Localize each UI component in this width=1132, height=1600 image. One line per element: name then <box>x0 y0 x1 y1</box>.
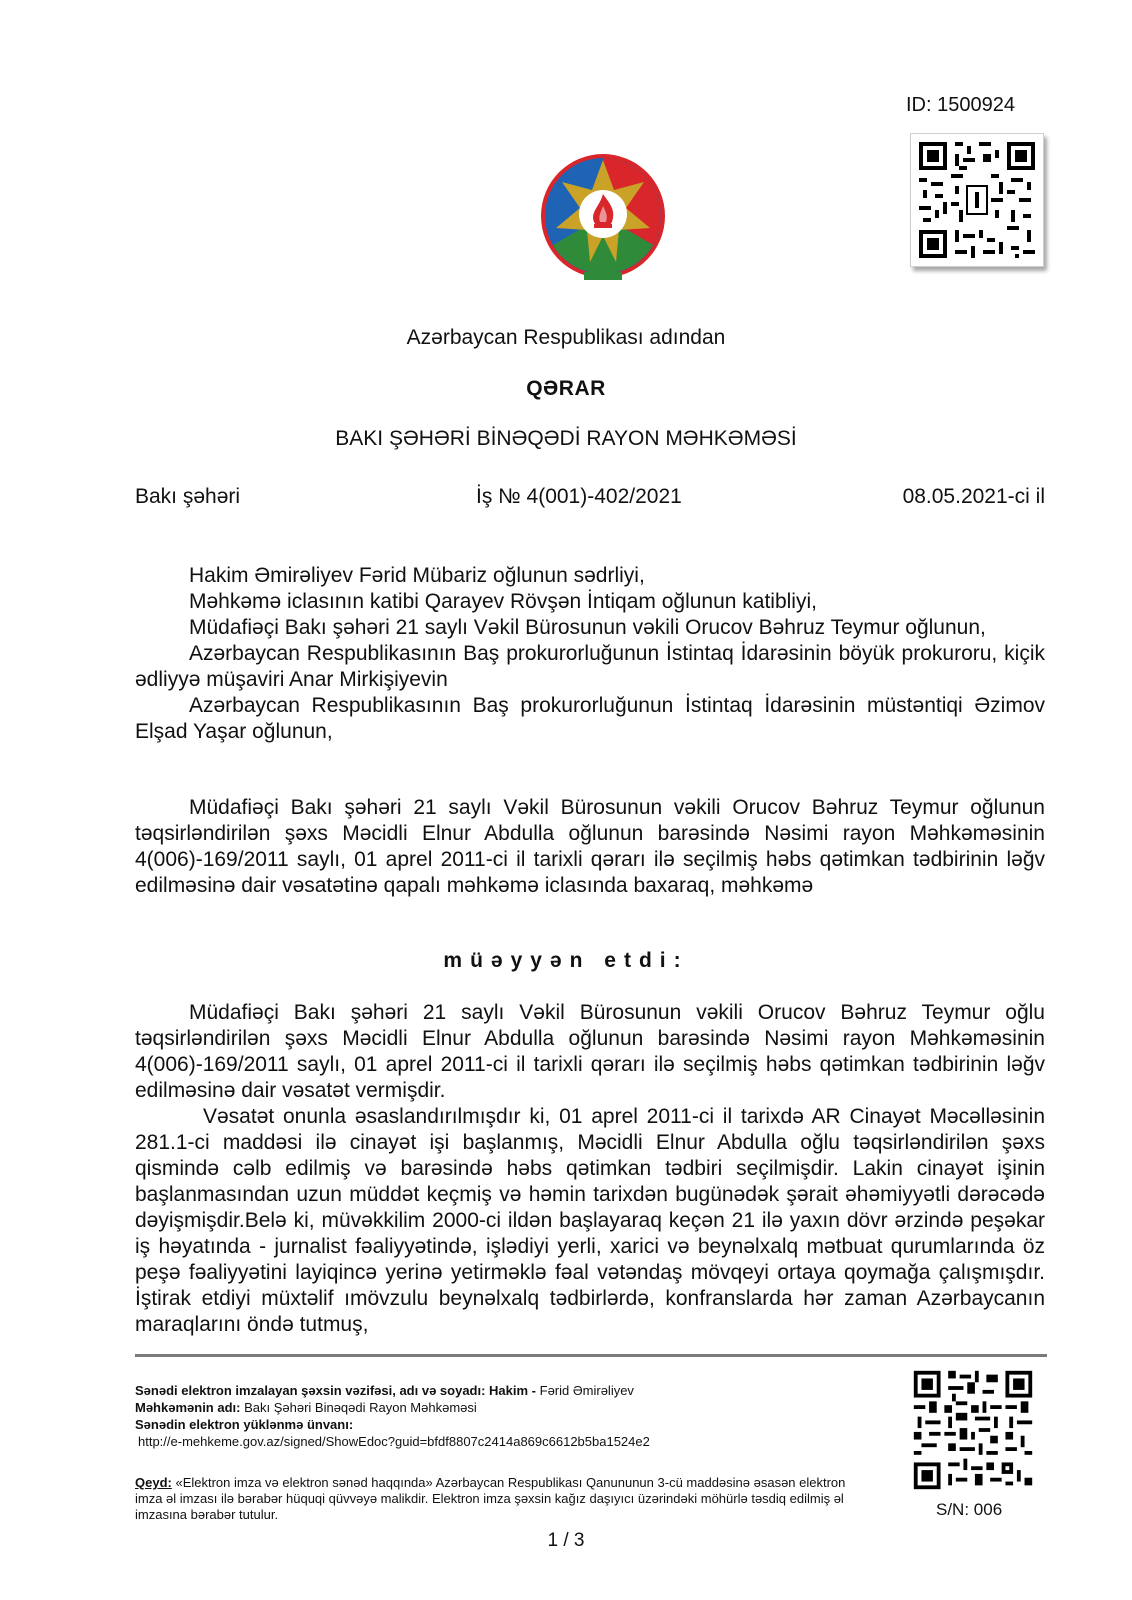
composition-line: Məhkəmə iclasının katibi Qarayev Rövşən İntiqam oğlunun katibliyi, <box>189 590 817 613</box>
signer-row <box>135 1382 875 1399</box>
court-value: Bakı Şəhəri Binəqədi Rayon Məhkəməsi <box>244 1400 477 1415</box>
qr-code-bottom <box>910 1367 1036 1493</box>
findings-paragraph: Vəsatət onunla əsaslandırılmışdır ki, 01 aprel 2011-ci il tarixdə AR Cinayət Məcəlləsinin 281.1-ci maddəsi ilə cinayət işi başlanmış, Məcidli Elnur Abdulla oğlu təqsirləndirilən şəxs qismində cəlb edilmiş və barəsində həbs qətimkan tədbiri seçilmişdir. Lakin cinayət işinin başlanmasından uzun müddət keçmiş və həmin tarixdən bugünədək şərait əhəmiyyətli dərəcədə dəyişmişdir.Belə ki, müvəkkilim 2000-ci ildən başlayaraq keçən 21 ilə yaxın dövr ərzində peşəkar iş həyatında - jurnalist fəaliyyətində, işlədiyi yerli, xarici və beynəlxalq mətbuat qurumlarında öz peşə fəaliyyətini layiqincə yerinə yetirməklə fəal vətəndaş mövqeyi ortaya qoymağa çalışmışdır. İştirak etdiyi müxtəlif ımövzulu beynəlxalq tədbirlərdə, konfranslarda hər zaman Azərbaycanın maraqlarını öndə tutmuş, <box>135 1105 1045 1336</box>
qr-code-bottom-icon <box>910 1367 1036 1493</box>
decision-title: QƏRAR <box>526 377 606 400</box>
meta-case-number: İş № 4(001)-402/2021 <box>476 485 682 508</box>
address-label: Sənədin elektron yüklənmə ünvanı: <box>135 1417 354 1432</box>
court-composition <box>135 563 1045 745</box>
composition-line: Hakim Əmirəliyev Fərid Mübariz oğlunun sədrliyi, <box>189 564 645 587</box>
findings-paragraph: Müdafiəçi Bakı şəhəri 21 saylı Vəkil Bürosunun vəkili Orucov Bəhruz Teymur oğlu təqsirləndirilən şəxs Məcidli Elnur Abdulla oğlunun barəsində Nəsimi rayon Məhkəməsinin 4(006)-169/2011 saylı, 01 aprel 2011-ci il tarixli qərarı ilə seçilmiş həbs qətimkan tədbirinin ləğv edilməsinə dair vəsatət vermişdir. <box>135 1001 1045 1102</box>
document-url-link[interactable]: http://e-mehkeme.gov.az/signed/ShowEdoc?guid=bfdf8807c2414a869c6612b5ba1524e2 <box>138 1434 650 1449</box>
signature-footer <box>135 1382 875 1450</box>
meta-city: Bakı şəhəri <box>135 485 241 508</box>
petition-intro <box>135 795 1045 899</box>
footer-divider <box>135 1354 1047 1357</box>
note-text: «Elektron imza və elektron sənəd haqqında» Azərbaycan Respublikası Qanununun 3-cü maddəsinə əsasən elektron imza əl imzası ilə bərabər hüquqi qüvvəyə malikdir. Elektron imza şəxsin kağız daşıyıcı üzərindəki möhürlə təsdiq edilmiş əl imzasına bərabər tutulur. <box>135 1475 846 1522</box>
court-label: Məhkəmənin adı: <box>135 1400 241 1415</box>
composition-line: Azərbaycan Respublikasının Baş prokurorluğunun İstintaq İdarəsinin böyük prokuroru, kiçik ədliyyə müşaviri Anar Mirkişiyevin <box>135 642 1045 691</box>
page-number: 1 / 3 <box>547 1530 585 1551</box>
petition-intro-paragraph: Müdafiəçi Bakı şəhəri 21 saylı Vəkil Bürosunun vəkili Orucov Bəhruz Teymur oğlunun təqsirləndirilən şəxs Məcidli Elnur Abdulla oğlunun barəsində Nəsimi rayon Məhkəməsinin 4(006)-169/2011 saylı, 01 aprel 2011-ci il tarixli qərarı ilə seçilmiş həbs qətimkan tədbirinin ləğv edilməsinə dair vəsatətinə qapalı məhkəmə iclasında baxaraq, məhkəmə <box>135 796 1045 897</box>
signer-name: Fərid Əmirəliyev <box>539 1383 634 1398</box>
note-label: Qeyd: <box>135 1475 172 1490</box>
azerbaijan-emblem-icon <box>530 150 676 300</box>
on-behalf-line: Azərbaycan Respublikası adından <box>406 326 726 349</box>
signer-label: Sənədi elektron imzalayan şəxsin vəzifəsi, adı və soyadı: Hakim - <box>135 1383 537 1398</box>
document-id: ID: 1500924 <box>906 94 1015 116</box>
qr-code-top <box>910 133 1044 267</box>
state-emblem <box>530 150 676 300</box>
court-row <box>135 1399 875 1416</box>
composition-line: Müdafiəçi Bakı şəhəri 21 saylı Vəkil Bürosunun vəkili Orucov Bəhruz Teymur oğlunun, <box>189 616 986 639</box>
findings-section <box>135 1000 1045 1338</box>
meta-date: 08.05.2021-ci il <box>902 485 1045 508</box>
serial-number: S/N: 006 <box>936 1500 1003 1519</box>
case-meta-row <box>135 485 1045 515</box>
established-heading: müəyyən etdi: <box>443 949 689 972</box>
court-name: BAKI ŞƏHƏRİ BİNƏQƏDİ RAYON MƏHKƏMƏSİ <box>335 427 797 450</box>
composition-line: Azərbaycan Respublikasının Baş prokurorluğunun İstintaq İdarəsinin müstəntiqi Əzimov Elşad Yaşar oğlunun, <box>135 694 1045 743</box>
qr-code-top-icon <box>911 134 1043 266</box>
legal-note <box>135 1475 865 1523</box>
